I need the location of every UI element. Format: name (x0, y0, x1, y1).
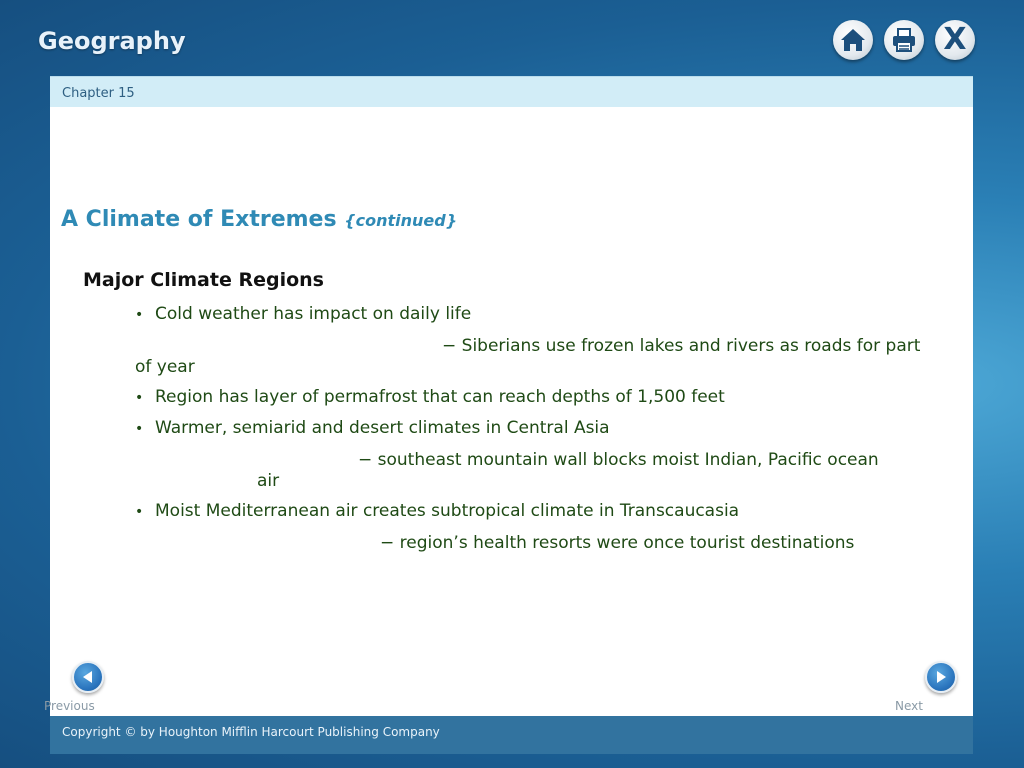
bullet-text: Cold weather has impact on daily life (155, 304, 472, 324)
chapter-bar (50, 76, 973, 107)
home-button[interactable] (833, 20, 873, 60)
bullet-dot: • (135, 307, 144, 323)
close-button[interactable] (935, 20, 975, 60)
bullet-item (135, 501, 739, 521)
bullet-item (135, 418, 610, 438)
bullet-text: Warmer, semiarid and desert climates in Central Asia (155, 418, 610, 438)
home-icon (840, 28, 866, 52)
app-title: Geography (38, 27, 186, 55)
slide-title-suffix: {continued} (344, 211, 458, 230)
slide-title-text: A Climate of Extremes (61, 207, 337, 232)
sub-item: − Siberians use frozen lakes and rivers as roads for part of year (135, 336, 921, 377)
bullet-item (135, 387, 725, 407)
previous-button[interactable] (72, 661, 104, 693)
chapter-label: Chapter 15 (62, 86, 135, 101)
next-label[interactable]: Next (895, 699, 923, 713)
sub-item: − region’s health resorts were once tourist destinations (380, 533, 855, 553)
sub-item: − southeast mountain wall blocks moist Indian, Pacific ocean air (257, 450, 879, 491)
arrow-right-icon (934, 670, 948, 684)
print-button[interactable] (884, 20, 924, 60)
arrow-left-icon (81, 670, 95, 684)
section-heading: Major Climate Regions (83, 269, 324, 291)
content-panel (50, 76, 973, 716)
close-icon: X (943, 22, 967, 57)
bullet-text: Region has layer of permafrost that can reach depths of 1,500 feet (155, 387, 725, 407)
slide-title (61, 207, 457, 232)
bullet-dot: • (135, 390, 144, 406)
copyright-text: Copyright © by Houghton Mifflin Harcourt Publishing Company (62, 725, 440, 739)
printer-icon (891, 28, 917, 52)
bullet-dot: • (135, 504, 144, 520)
next-button[interactable] (925, 661, 957, 693)
bullet-text: Moist Mediterranean air creates subtropical climate in Transcaucasia (155, 501, 740, 521)
previous-label[interactable]: Previous (44, 699, 95, 713)
bullet-dot: • (135, 421, 144, 437)
bullet-item (135, 304, 471, 324)
footer-bar (50, 716, 973, 754)
